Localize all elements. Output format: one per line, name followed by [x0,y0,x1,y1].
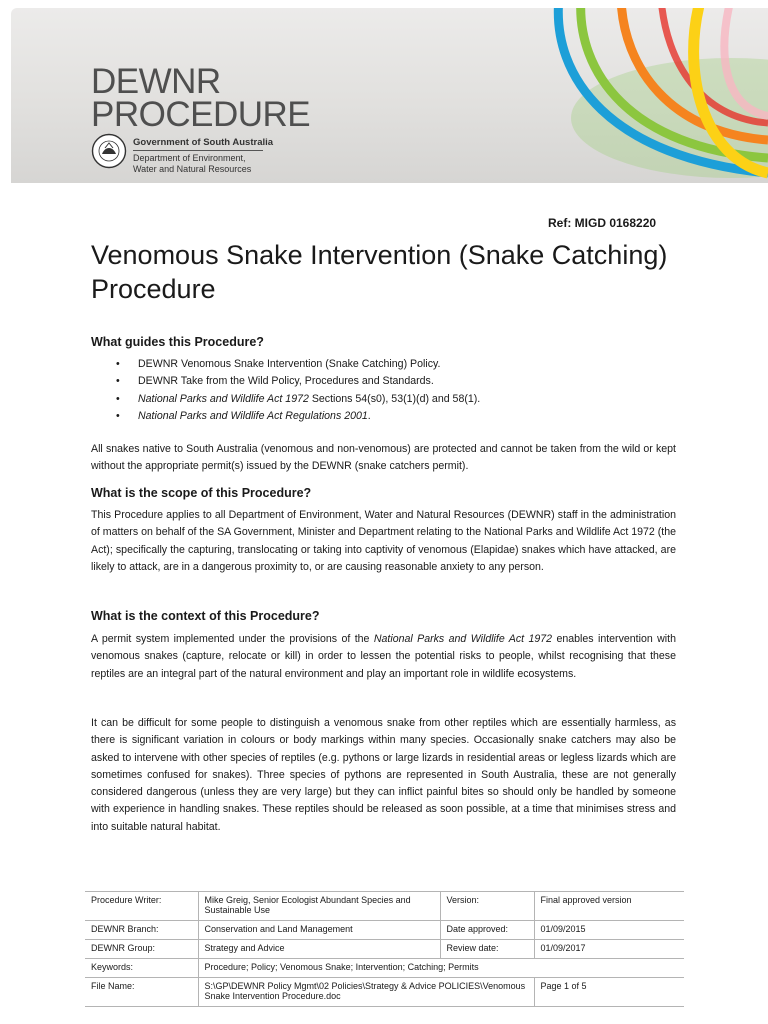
group-label: DEWNR Group: [85,940,198,959]
writer-label: Procedure Writer: [85,892,198,921]
list-item [91,373,480,390]
act-title: National Parks and Wildlife Act 1972 [138,392,309,405]
document-title: Venomous Snake Intervention (Snake Catching) Procedure [91,240,668,304]
keywords-value: Procedure; Policy; Venomous Snake; Intervention; Catching; Permits [198,959,684,978]
date-approved-label: Date approved: [440,921,534,940]
date-approved-value: 01/09/2015 [534,921,684,940]
file-name-label: File Name: [85,978,198,1007]
writer-value: Mike Greig, Senior Ecologist Abundant Species and Sustainable Use [198,892,440,921]
table-row [85,978,684,1007]
scope-heading: What is the scope of this Procedure? [91,486,312,500]
department-name [133,153,251,175]
context-text: A permit system implemented under the provisions of the [91,633,374,645]
review-date-label: Review date: [440,940,534,959]
brand-line-1: DEWNR [91,62,221,101]
list-item [91,356,480,373]
document-reference: Ref: MIGD 0168220 [548,216,657,230]
branch-value: Conservation and Land Management [198,921,440,940]
header-banner [11,8,768,183]
table-row [85,940,684,959]
government-divider [133,150,263,151]
state-crest-icon [91,133,127,169]
list-item [91,408,480,425]
version-label: Version: [440,892,534,921]
document-info-table [85,891,684,1007]
file-name-value: S:\GP\DEWNR Policy Mgmt\02 Policies\Strategy & Advice POLICIES\Venomous Snake Intervention Procedure.doc [198,978,534,1007]
list-item [91,391,480,408]
keywords-label: Keywords: [85,959,198,978]
guide-text: DEWNR Venomous Snake Intervention (Snake Catching) Policy. [138,358,441,370]
guide-text: Sections 54(s0), 53(1)(d) and 58(1). [308,392,481,405]
context-paragraph-1 [91,631,676,683]
review-date-value: 01/09/2017 [534,940,684,959]
page-number: Page 1 of 5 [534,978,684,1007]
government-name: Government of South Australia [133,137,274,148]
context-paragraph-2: It can be difficult for some people to distinguish a venomous snake from other reptiles which are essentially harmless, as there is significant variation in colours or body markings within many species. Occasionally snake catchers may also be asked to intervene with other species of reptiles (e.g. pythons or large lizards in residential areas or legless lizards which are sometimes confused for snakes). Three species of pythons are represented in South Australia, these are not generally considered dangerous (unless they are very large) but they can inflict painful bites so should only be handled by someone with experience in handling snakes. These reptiles should be released as soon possible, at a time that minimises stress and into suitable natural habitat. [91,717,676,833]
group-value: Strategy and Advice [198,940,440,959]
table-row [85,892,684,921]
brand-line-2: PROCEDURE [91,95,311,134]
department-line-2: Water and Natural Resources [133,164,252,174]
act-title: National Parks and Wildlife Act 1972 [373,633,553,645]
scope-paragraph: This Procedure applies to all Department of Environment, Water and Natural Resources (DEWNR) staff in the administration of matters on behalf of the SA Government, Minister and Department relating to the National Parks and Wildlife Act 1972 (the Act); specifically the capturing, translocating or taking into captivity of venomous (Elapidae) snakes which have attacked, are likely to attack, are in a dangerous proximity to, or are causing reasonable anxiety to any person. [91,509,676,573]
table-row [85,921,684,940]
department-line-1: Department of Environment, [133,153,246,163]
context-heading: What is the context of this Procedure? [91,609,320,623]
version-value: Final approved version [534,892,684,921]
context-text: enables intervention with venomous snakes (capture, relocate or kill) in order to lessen the potential risks to people, whilst recognising that these reptiles are an integral part of the natural environment and play an important role in wildlife ecosystems. [91,633,676,680]
guides-list [91,356,480,425]
guides-heading: What guides this Procedure? [91,335,264,349]
guide-text: DEWNR Take from the Wild Policy, Procedures and Standards. [138,375,434,388]
protection-note: All snakes native to South Australia (venomous and non-venomous) are protected and cannot be taken from the wild or kept without the appropriate permit(s) issued by the DEWNR (snake catchers permit). [91,443,676,473]
branch-label: DEWNR Branch: [85,921,198,940]
table-row [85,959,684,978]
guide-text: . [367,409,371,422]
regulations-title: National Parks and Wildlife Act Regulations 2001 [138,409,368,422]
